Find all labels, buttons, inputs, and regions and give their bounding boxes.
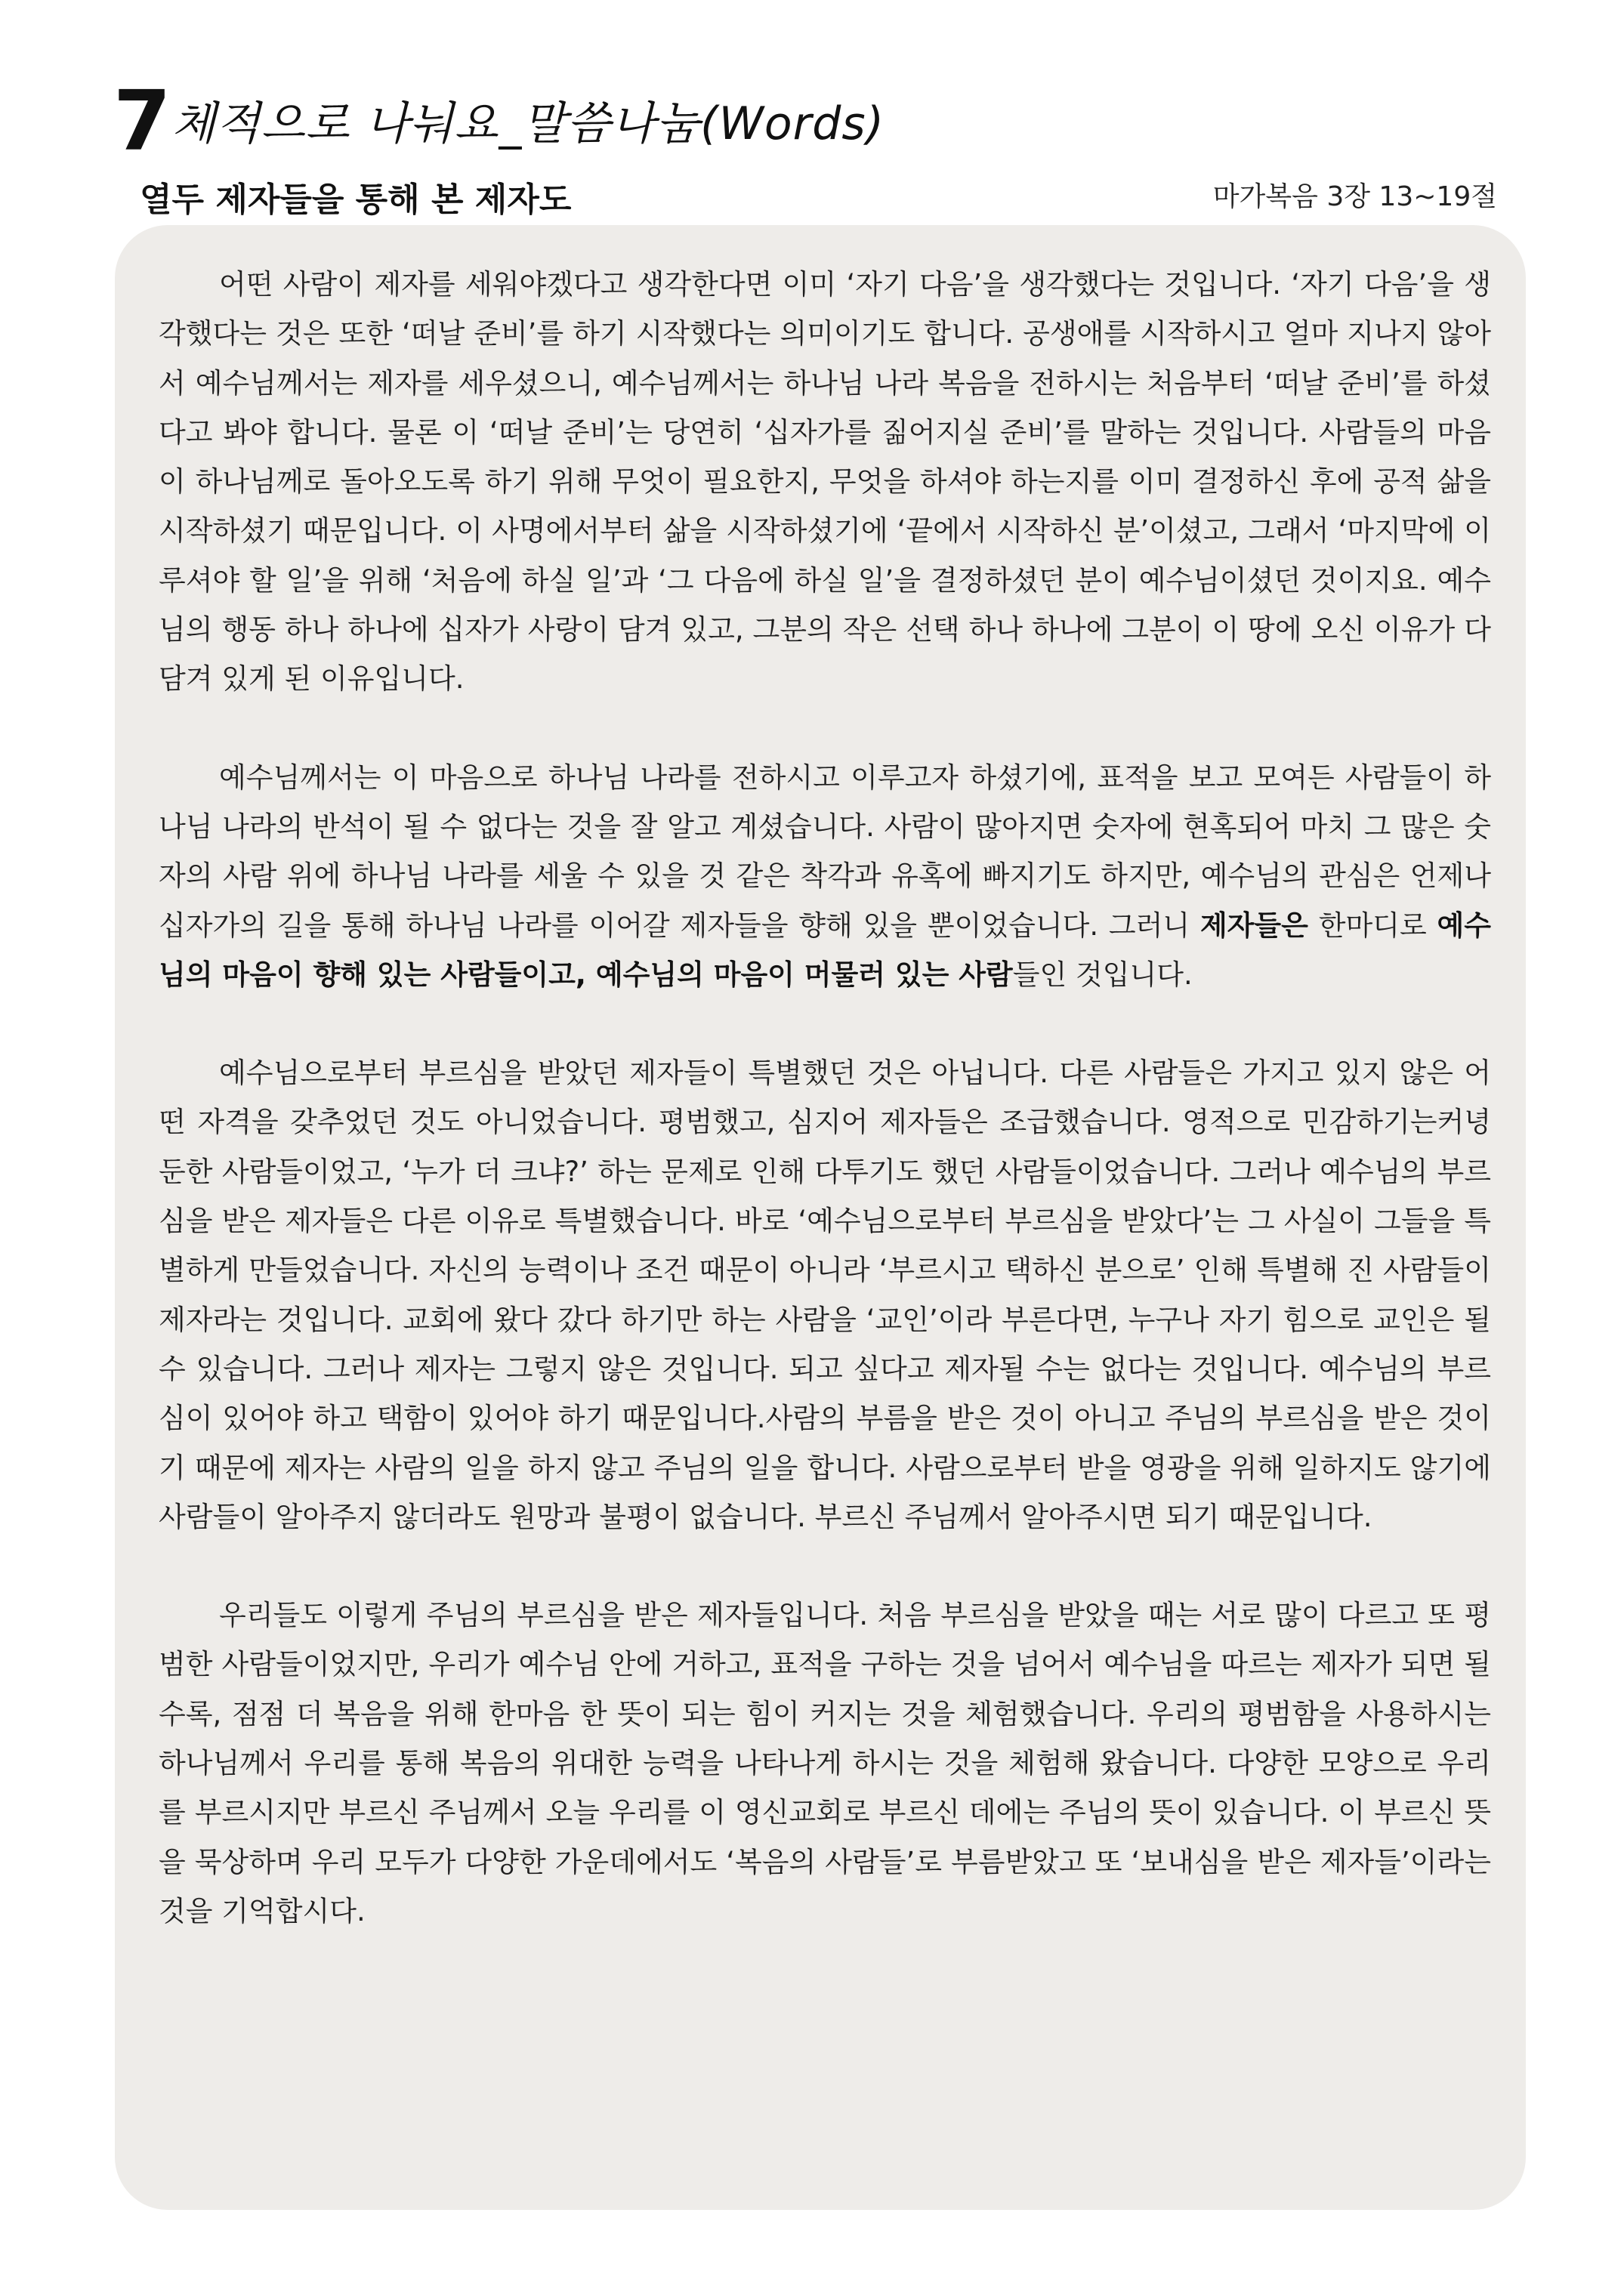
paragraph-2-emphasis-2: 예수님의 마음이 향해 있는 사람들이고, 예수님의 마음이 머물러 있는 사람 <box>159 909 1491 991</box>
page-title <box>113 73 885 169</box>
title-text: 체적으로 나눠요_말씀나눔(Words) <box>171 97 885 150</box>
paragraph-1: 어떤 사람이 제자를 세워야겠다고 생각한다면 이미 ‘자기 다음’을 생각했다는 것입니다. ‘자기 다음’을 생각했다는 것은 또한 ‘떠날 준비’를 하기 시작했다는 의미이기도 합니다. 공생애를 시작하시고 얼마 지나지 않아서 예수님께서는 제자를 세우셨으니, 예수님께서는 하나님 나라 복음을 전하시는 처음부터 ‘떠날 준비’를 하셨다고 봐야 합니다. 물론 이 ‘떠날 준비’는 당연히 ‘십자가를 짊어지실 준비’를 말하는 것입니다. 사람들의 마음이 하나님께로 돌아오도록 하기 위해 무엇이 필요한지, 무엇을 하셔야 하는지를 이미 결정하신 후에 공적 삶을 시작하셨기 때문입니다. 이 사명에서부터 삶을 시작하셨기에 ‘끝에서 시작하신 분’이셨고, 그래서 ‘마지막에 이루셔야 할 일’을 위해 ‘처음에 하실 일’과 ‘그 다음에 하실 일’을 결정하셨던 분이 예수님이셨던 것이지요. 예수님의 행동 하나 하나에 십자가 사랑이 담겨 있고, 그분의 작은 선택 하나 하나에 그분이 이 땅에 오신 이유가 다 담겨 있게 된 이유입니다. <box>159 268 1491 696</box>
section-subtitle: 열두 제자들을 통해 본 제자도 <box>140 181 572 219</box>
paragraph-2-text-d: 들인 것입니다. <box>1012 958 1193 991</box>
paragraph-2-emphasis-1: 제자들은 <box>1199 909 1308 942</box>
paragraph-2-text-a: 예수님께서는 이 마음으로 하나님 나라를 전하시고 이루고자 하셨기에, 표적을 보고 모여든 사람들이 하나님 나라의 반석이 될 수 없다는 것을 잘 알고 계셨습니다. 사람이 많아지면 숫자에 현혹되어 마치 그 많은 숫자의 사람 위에 하나님 나라를 세울 수 있을 것 같은 착각과 유혹에 빠지기도 하지만, 예수님의 관심은 언제나 십자가의 길을 통해 하나님 나라를 이어갈 제자들을 향해 있을 뿐이었습니다. 그러니 <box>159 761 1491 942</box>
paragraph-4: 우리들도 이렇게 주님의 부르심을 받은 제자들입니다. 처음 부르심을 받았을 때는 서로 많이 다르고 또 평범한 사람들이었지만, 우리가 예수님 안에 거하고, 표적을 구하는 것을 넘어서 예수님을 따르는 제자가 되면 될수록, 점점 더 복음을 위해 한마음 한 뜻이 되는 힘이 커지는 것을 체험했습니다. 우리의 평범함을 사용하시는 하나님께서 우리를 통해 복음의 위대한 능력을 나타나게 하시는 것을 체험해 왔습니다. 다양한 모양으로 우리를 부르시지만 부르신 주님께서 오늘 우리를 이 영신교회로 부르신 데에는 주님의 뜻이 있습니다. 이 부르신 뜻을 묵상하며 우리 모두가 다양한 가운데에서도 ‘복음의 사람들’로 부름받았고 또 ‘보내심을 받은 제자들’이라는 것을 기억합시다. <box>159 1599 1491 1927</box>
paragraph-2-text-c: 한마디로 <box>1308 909 1437 942</box>
title-number: 7 <box>113 73 172 169</box>
paragraph-3: 예수님으로부터 부르심을 받았던 제자들이 특별했던 것은 아닙니다. 다른 사람들은 가지고 있지 않은 어떤 자격을 갖추었던 것도 아니었습니다. 평범했고, 심지어 제자들은 조급했습니다. 영적으로 민감하기는커녕 둔한 사람들이었고, ‘누가 더 크냐?’ 하는 문제로 인해 다투기도 했던 사람들이었습니다. 그러나 예수님의 부르심을 받은 제자들은 다른 이유로 특별했습니다. 바로 ‘예수님으로부터 부르심을 받았다’는 그 사실이 그들을 특별하게 만들었습니다. 자신의 능력이나 조건 때문이 아니라 ‘부르시고 택하신 분으로’ 인해 특별해 진 사람들이 제자라는 것입니다. 교회에 왔다 갔다 하기만 하는 사람을 ‘교인’이라 부른다면, 누구나 자기 힘으로 교인은 될 수 있습니다. 그러나 제자는 그렇지 않은 것입니다. 되고 싶다고 제자될 수는 없다는 것입니다. 예수님의 부르심이 있어야 하고 택함이 있어야 하기 때문입니다.사람의 부름을 받은 것이 아니고 주님의 부르심을 받은 것이기 때문에 제자는 사람의 일을 하지 않고 주님의 일을 합니다. 사람으로부터 받을 영광을 위해 일하지도 않기에 사람들이 알아주지 않더라도 원망과 불평이 없습니다. 부르신 주님께서 알아주시면 되기 때문입니다. <box>159 1057 1491 1533</box>
content-box <box>115 225 1526 2210</box>
scripture-reference: 마가복음 3장 13~19절 <box>1212 181 1497 212</box>
paragraph-2 <box>159 753 1491 999</box>
